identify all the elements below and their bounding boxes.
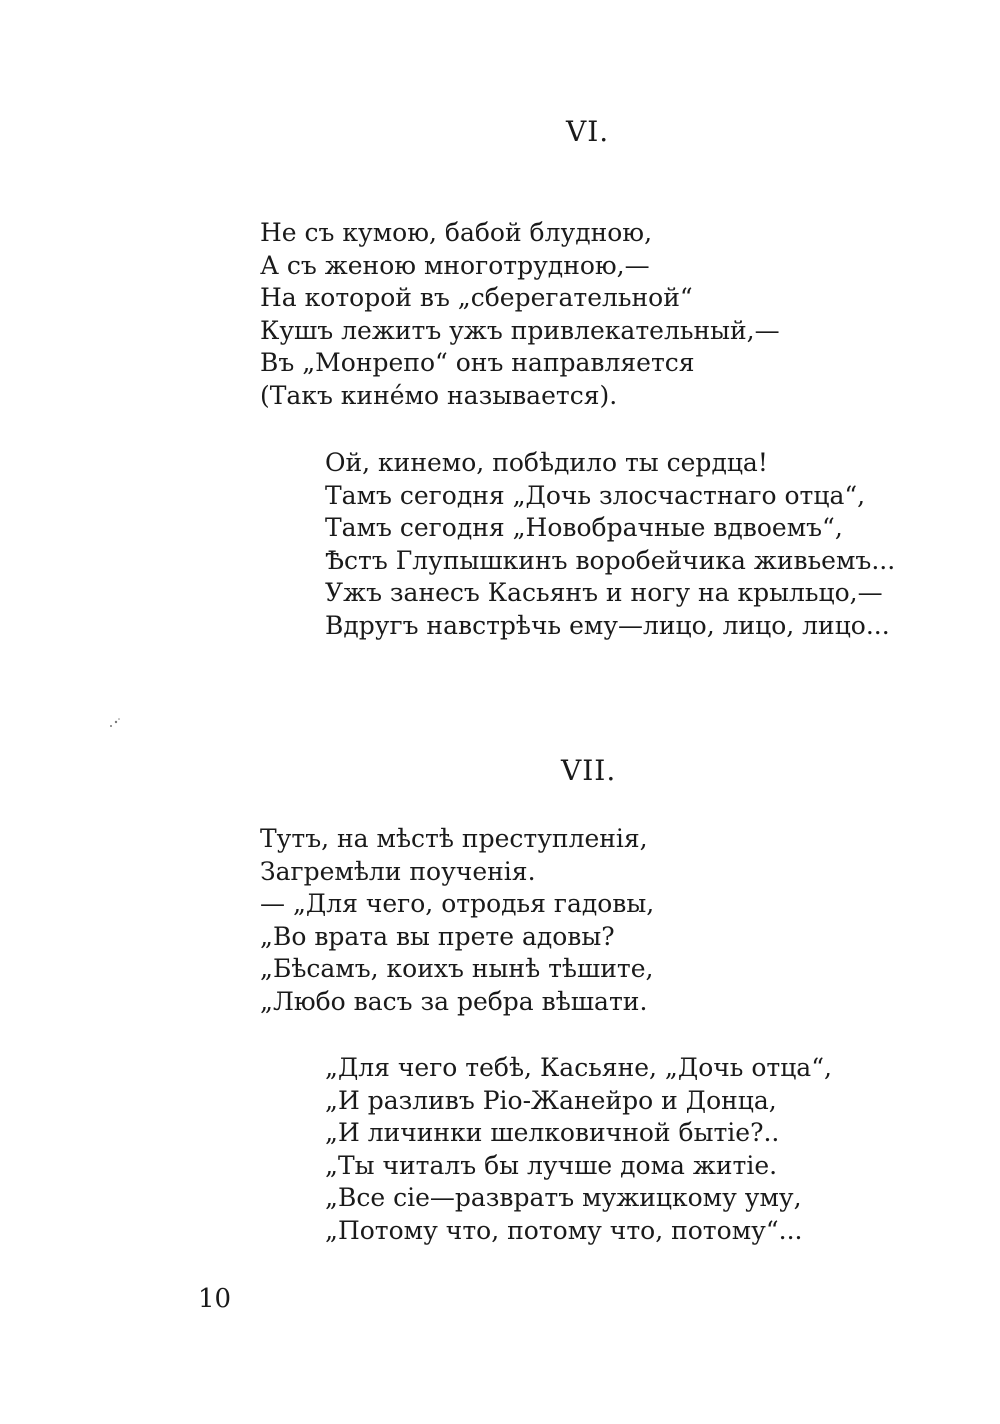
stanza-vii-2 (325, 1052, 832, 1247)
verse-line: А съ женою многотрудною,— (260, 250, 650, 280)
verse-line: Ужъ занесъ Касьянъ и ногу на крыльцо,— (325, 578, 883, 607)
verse-line: „Бѣсамъ, коихъ нынѣ тѣшите, (260, 954, 654, 983)
verse-line: Въ „Монрепо“ онъ направляется (260, 348, 695, 377)
section-heading-vi: VI. (566, 115, 610, 148)
verse-line: „Потому что, потому что, потому“... (325, 1215, 803, 1245)
verse-line: Тутъ, на мѣстѣ преступленія, (260, 824, 648, 853)
verse-line: Ѣстъ Глупышкинъ воробейчика живьемъ... (325, 545, 896, 575)
verse-line: „Любо васъ за ребра вѣшати. (260, 986, 648, 1016)
stanza-vii-1 (260, 823, 654, 1018)
verse-line: „Все сіе—развратъ мужицкому уму, (325, 1183, 802, 1212)
ink-speck-icon (108, 716, 122, 730)
verse-line: Вдругъ навстрѣчь ему—лицо, лицо, лицо... (325, 610, 890, 640)
stanza-vi-2 (325, 447, 895, 642)
page-number: 10 (198, 1284, 232, 1314)
verse-line: Загремѣли поученія. (260, 856, 536, 886)
verse-line: „Ты читалъ бы лучше дома житіе. (325, 1150, 778, 1180)
verse-line: „И разливъ Ріо-Жанейро и Донца, (325, 1085, 777, 1115)
verse-line: Не съ кумою, бабой блудною, (260, 218, 653, 247)
stanza-vi-1 (260, 217, 780, 412)
verse-line: Ой, кинемо, побѣдило ты сердца! (325, 448, 768, 477)
verse-line: „Во врата вы прете адовы? (260, 921, 615, 951)
verse-line: „И личинки шелковичной бытіе?.. (325, 1118, 780, 1147)
verse-line: Тамъ сегодня „Новобрачные вдвоемъ“, (325, 513, 843, 542)
verse-line: На которой въ „сберегательной“ (260, 283, 693, 312)
verse-line: Тамъ сегодня „Дочь злосчастнаго отца“, (325, 480, 866, 510)
verse-line: (Такъ кине́мо называется). (260, 380, 618, 410)
verse-line: — „Для чего, отродья гадовы, (260, 889, 655, 918)
verse-line: „Для чего тебѣ, Касьяне, „Дочь отца“, (325, 1053, 832, 1082)
section-heading-vii: VII. (561, 754, 617, 787)
verse-line: Кушъ лежитъ ужъ привлекательный,— (260, 315, 780, 345)
